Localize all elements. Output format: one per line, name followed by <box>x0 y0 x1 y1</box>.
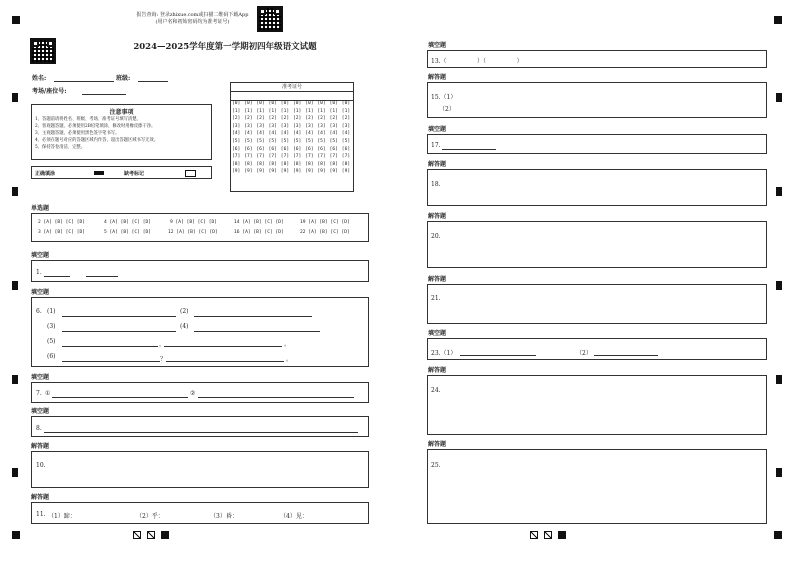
exam-id-bubble[interactable]: [5] <box>305 138 314 144</box>
section-title: 解答题 <box>31 494 50 501</box>
punctuation: 。 <box>286 356 293 363</box>
page-marker-hatched <box>530 531 538 539</box>
exam-id-bubble[interactable]: [6] <box>268 146 277 152</box>
correct-fill-label: 正确填涂 <box>35 171 56 177</box>
exam-id-bubble[interactable]: [2] <box>280 116 290 122</box>
exam-id-bubble[interactable]: [6] <box>293 146 302 152</box>
exam-id-bubble[interactable]: [3] <box>293 123 302 129</box>
section-title: 解答题 <box>428 74 447 81</box>
timing-mark <box>12 93 18 102</box>
exam-id-bubble[interactable]: [7] <box>305 154 314 160</box>
sub-item: （2） <box>576 350 592 357</box>
exam-id-bubble[interactable]: [9] <box>305 169 314 175</box>
exam-id-bubble[interactable]: [3] <box>305 123 314 129</box>
exam-id-column[interactable] <box>342 100 350 176</box>
exam-id-bubble[interactable]: [2] <box>329 116 338 122</box>
exam-id-bubble[interactable]: [8] <box>256 161 265 167</box>
timing-mark <box>12 375 18 384</box>
exam-id-bubble[interactable]: [4] <box>280 131 290 137</box>
exam-id-bubble[interactable]: [3] <box>232 123 241 129</box>
answer-box-q24[interactable] <box>427 375 767 435</box>
timing-mark <box>12 187 18 196</box>
exam-id-bubble[interactable]: [8] <box>341 161 351 167</box>
exam-id-bubble[interactable]: [7] <box>232 154 241 160</box>
exam-id-bubble[interactable]: [3] <box>268 123 277 129</box>
mc-row[interactable]: 16 [A] [B] [C] [D] <box>234 230 284 235</box>
exam-id-bubble[interactable]: [2] <box>317 116 326 122</box>
sub-item: ① <box>45 390 51 397</box>
mc-row[interactable]: 4 [A] [B] [C] [D] <box>104 220 152 225</box>
exam-id-bubble[interactable]: [0] <box>232 101 241 106</box>
class-label: 班级: <box>116 75 131 82</box>
answer-line[interactable] <box>62 331 176 332</box>
exam-id-bubble[interactable]: [2] <box>232 116 241 122</box>
exam-id-bubble[interactable]: [5] <box>256 138 265 144</box>
student-qr-code <box>30 38 56 64</box>
exam-id-bubble[interactable]: [5] <box>341 138 351 144</box>
timing-mark <box>776 375 782 384</box>
section-title: 填空题 <box>428 42 447 49</box>
section-title: 解答题 <box>31 443 50 450</box>
exam-id-bubble[interactable]: [2] <box>244 116 253 122</box>
exam-id-bubble[interactable]: [4] <box>329 131 338 137</box>
question-number: 20. <box>431 233 441 240</box>
exam-id-bubble[interactable]: [1] <box>280 108 290 114</box>
exam-id-bubble[interactable]: [0] <box>305 101 314 106</box>
exam-id-column[interactable] <box>330 100 338 176</box>
sub-item: （1）蹄： <box>48 513 76 520</box>
exam-id-bubble[interactable]: [4] <box>317 131 326 137</box>
question-number: 8. <box>36 425 42 432</box>
question-number: 24. <box>431 387 441 394</box>
section-title: 解答题 <box>428 276 447 283</box>
answer-line[interactable] <box>164 346 282 347</box>
mc-row[interactable]: 5 [A] [B] [C] [D] <box>104 230 152 235</box>
exam-id-bubble[interactable]: [7] <box>341 154 351 160</box>
class-field[interactable] <box>138 81 168 82</box>
exam-id-bubble[interactable]: [5] <box>293 138 302 144</box>
exam-id-bubble[interactable]: [1] <box>256 108 265 114</box>
question-number: 6. <box>36 308 42 315</box>
exam-id-bubble[interactable]: [5] <box>280 138 290 144</box>
exam-id-bubble[interactable]: [8] <box>329 161 338 167</box>
exam-id-bubble[interactable]: [0] <box>329 101 338 106</box>
absent-mark-label: 缺考标记 <box>124 171 145 177</box>
exam-id-column[interactable] <box>305 100 313 176</box>
question-number: 25. <box>431 462 441 469</box>
exam-id-bubble[interactable]: [9] <box>280 169 290 175</box>
exam-id-column[interactable] <box>232 100 240 176</box>
exam-id-bubble[interactable]: [4] <box>268 131 277 137</box>
sub-item: （2） <box>439 106 455 113</box>
exam-id-bubble[interactable]: [2] <box>256 116 265 122</box>
sub-item: (3) <box>47 323 56 330</box>
exam-id-bubble[interactable]: [9] <box>244 169 253 175</box>
mc-box <box>31 213 369 242</box>
page-marker-hatched <box>147 531 155 539</box>
sub-item: ② <box>190 390 196 397</box>
section-title: 解答题 <box>428 367 447 374</box>
question-number: 10. <box>36 462 46 469</box>
question-number: 1. <box>36 269 42 276</box>
answer-box-q17[interactable] <box>427 134 767 154</box>
page-marker-hatched <box>544 531 552 539</box>
exam-id-bubble[interactable]: [1] <box>244 108 253 114</box>
exam-id-bubble[interactable]: [6] <box>280 146 290 152</box>
answer-box-q11[interactable] <box>31 502 369 524</box>
sub-item: （3）昏： <box>210 513 238 520</box>
exam-id-bubble[interactable]: [4] <box>256 131 265 137</box>
exam-id-bubble[interactable]: [8] <box>268 161 277 167</box>
answer-line[interactable] <box>194 331 320 332</box>
exam-id-column[interactable] <box>244 100 252 176</box>
exam-id-bubble[interactable]: [3] <box>341 123 351 129</box>
exam-id-column[interactable] <box>281 100 289 176</box>
report-instruction <box>130 12 255 26</box>
timing-mark <box>776 468 782 477</box>
exam-id-bubble[interactable]: [4] <box>244 131 253 137</box>
exam-id-bubble[interactable]: [6] <box>232 146 241 152</box>
answer-box-q15[interactable] <box>427 82 767 118</box>
answer-box-q23[interactable] <box>427 338 767 360</box>
exam-id-bubble[interactable]: [8] <box>280 161 290 167</box>
section-title: 填空题 <box>31 252 50 259</box>
exam-id-bubble[interactable]: [1] <box>317 108 326 114</box>
exam-id-bubble[interactable]: [0] <box>317 101 326 106</box>
exam-id-bubble[interactable]: [5] <box>317 138 326 144</box>
notice-item: 2、客观题答题，必须使用2B铅笔填涂，修改时用橡皮擦干净。 <box>35 124 156 129</box>
notice-title: 注意事项 <box>109 109 134 116</box>
answer-line[interactable] <box>166 361 284 362</box>
exam-id-bubble[interactable]: [0] <box>341 101 351 106</box>
exam-id-bubble[interactable]: [0] <box>293 101 302 106</box>
exam-id-bubble[interactable]: [2] <box>293 116 302 122</box>
corner-mark <box>774 16 782 24</box>
exam-id-bubble[interactable]: [0] <box>280 101 290 106</box>
correct-fill-sample <box>94 171 104 175</box>
answer-box-q20[interactable] <box>427 221 767 268</box>
instruction-line-2: (用户名和初始密码均为准考证号) <box>155 19 230 25</box>
mc-row[interactable]: 14 [A] [B] [C] [D] <box>234 220 284 225</box>
question-number: 21. <box>431 295 441 302</box>
notice-box <box>31 104 212 160</box>
app-qr-code <box>257 6 283 32</box>
exam-id-bubble[interactable]: [2] <box>268 116 277 122</box>
exam-id-bubble[interactable]: [1] <box>305 108 314 114</box>
question-number: 11. <box>36 511 46 518</box>
timing-mark <box>776 187 782 196</box>
answer-box-q1[interactable] <box>31 260 369 282</box>
sub-item: (1) <box>47 308 56 315</box>
mc-row[interactable]: 2 [A] [B] [C] [D] <box>38 220 86 225</box>
question-number: 7. <box>36 390 42 397</box>
seat-label: 考场/座位号: <box>32 88 67 95</box>
page-title: 2024—2025学年度第一学期初四年级语文试题 <box>133 42 317 52</box>
exam-id-bubble[interactable]: [6] <box>341 146 351 152</box>
exam-id-bubble[interactable]: [8] <box>317 161 326 167</box>
question-number: 15.（1） <box>431 94 457 101</box>
exam-id-bubble[interactable]: [5] <box>244 138 253 144</box>
exam-id-bubble[interactable]: [2] <box>305 116 314 122</box>
notice-item: 5、保持答卷清洁、完整。 <box>35 145 85 150</box>
exam-id-bubble[interactable]: [9] <box>341 169 351 175</box>
punctuation: ？ <box>160 356 167 363</box>
exam-id-bubble[interactable]: [6] <box>244 146 253 152</box>
exam-id-bubble[interactable]: [4] <box>341 131 351 137</box>
section-title: 解答题 <box>428 441 447 448</box>
sub-item: (5) <box>47 338 56 345</box>
exam-id-bubble[interactable]: [8] <box>293 161 302 167</box>
sub-item: （2）乎： <box>136 513 164 520</box>
corner-mark <box>12 531 20 539</box>
answer-box-q8[interactable] <box>31 416 369 437</box>
exam-id-bubble[interactable]: [6] <box>329 146 338 152</box>
exam-id-bubble[interactable]: [4] <box>293 131 302 137</box>
exam-id-bubble[interactable]: [9] <box>256 169 265 175</box>
answer-line[interactable] <box>86 276 118 277</box>
exam-id-bubble[interactable]: [5] <box>232 138 241 144</box>
exam-id-title: 准考证号 <box>231 83 353 92</box>
timing-mark <box>776 93 782 102</box>
exam-id-bubble[interactable]: [7] <box>244 154 253 160</box>
question-number: 13.（ ）（ ） <box>431 58 523 65</box>
exam-id-bubble[interactable]: [9] <box>293 169 302 175</box>
exam-id-bubble[interactable]: [0] <box>268 101 277 106</box>
exam-id-bubble[interactable]: [6] <box>317 146 326 152</box>
section-title: 填空题 <box>31 408 50 415</box>
answer-line[interactable] <box>44 276 70 277</box>
exam-id-bubble[interactable]: [8] <box>244 161 253 167</box>
seat-field[interactable] <box>82 94 126 95</box>
exam-id-bubble[interactable]: [8] <box>305 161 314 167</box>
answer-line[interactable] <box>62 361 160 362</box>
exam-id-bubble[interactable]: [9] <box>329 169 338 175</box>
answer-box-q7[interactable] <box>31 382 369 403</box>
exam-id-bubble[interactable]: [5] <box>329 138 338 144</box>
exam-id-bubble[interactable]: [9] <box>317 169 326 175</box>
notice-item: 3、主观题答题，必须使用黑色签字笔书写。 <box>35 131 120 136</box>
section-title: 解答题 <box>428 213 447 220</box>
exam-id-bubble[interactable]: [3] <box>280 123 290 129</box>
exam-id-column[interactable] <box>317 100 325 176</box>
mc-row[interactable]: 9 [A] [B] [C] [D] <box>170 220 218 225</box>
section-title: 填空题 <box>428 330 447 337</box>
exam-id-bubble[interactable]: [6] <box>256 146 265 152</box>
answer-line[interactable] <box>442 149 496 150</box>
exam-id-bubble[interactable]: [7] <box>329 154 338 160</box>
mc-row[interactable]: 12 [A] [B] [C] [D] <box>168 230 218 235</box>
mc-row[interactable]: 22 [A] [B] [C] [D] <box>300 230 350 235</box>
mc-row[interactable]: 19 [A] [B] [C] [D] <box>300 220 350 225</box>
exam-id-bubble[interactable]: [7] <box>280 154 290 160</box>
answer-line[interactable] <box>52 397 188 398</box>
timing-mark <box>12 281 18 290</box>
exam-id-bubble[interactable]: [0] <box>256 101 265 106</box>
name-field[interactable] <box>54 81 114 82</box>
exam-id-bubble[interactable]: [7] <box>317 154 326 160</box>
exam-id-column[interactable] <box>256 100 264 176</box>
punctuation: ， <box>159 341 166 348</box>
exam-id-bubble[interactable]: [4] <box>305 131 314 137</box>
notice-item: 1、答题前请将姓名、班级、考场、准考证号填写清楚。 <box>35 117 141 122</box>
sub-item: （4）见： <box>280 513 308 520</box>
answer-line[interactable] <box>594 355 658 356</box>
answer-box-q13[interactable] <box>427 50 767 68</box>
corner-mark <box>774 531 782 539</box>
exam-id-bubble[interactable]: [3] <box>317 123 326 129</box>
absent-mark-box[interactable] <box>185 170 196 177</box>
sub-item: (6) <box>47 353 56 360</box>
sub-item: (2) <box>180 308 189 315</box>
exam-id-bubble[interactable]: [1] <box>293 108 302 114</box>
question-number: 17. <box>431 142 441 149</box>
answer-line[interactable] <box>62 316 176 317</box>
exam-id-bubble[interactable]: [1] <box>232 108 241 114</box>
name-label: 姓名: <box>32 75 47 82</box>
exam-id-bubble[interactable]: [1] <box>329 108 338 114</box>
mc-row[interactable]: 3 [A] [B] [C] [D] <box>38 230 86 235</box>
exam-id-bubble[interactable]: [4] <box>232 131 241 137</box>
exam-id-bubble[interactable]: [3] <box>256 123 265 129</box>
exam-id-bubble[interactable]: [3] <box>329 123 338 129</box>
exam-id-column[interactable] <box>293 100 301 176</box>
section-title: 填空题 <box>428 126 447 133</box>
question-number: 18. <box>431 181 441 188</box>
punctuation: 。 <box>284 341 291 348</box>
answer-line[interactable] <box>62 346 158 347</box>
timing-mark <box>776 281 782 290</box>
answer-box-q18[interactable] <box>427 169 767 206</box>
exam-id-bubble[interactable]: [3] <box>244 123 253 129</box>
sub-item: (4) <box>180 323 189 330</box>
exam-id-bubble[interactable]: [6] <box>305 146 314 152</box>
legend-box <box>31 166 212 179</box>
page-marker-hatched <box>133 531 141 539</box>
section-title: 填空题 <box>31 374 50 381</box>
exam-id-bubble[interactable]: [9] <box>232 169 241 175</box>
answer-line[interactable] <box>460 355 536 356</box>
question-number: 23.（1） <box>431 350 457 357</box>
exam-id-bubble[interactable]: [8] <box>232 161 241 167</box>
exam-id-bubble[interactable]: [1] <box>268 108 277 114</box>
answer-box-q21[interactable] <box>427 284 767 324</box>
page-marker-solid <box>161 531 169 539</box>
answer-box-q10[interactable] <box>31 451 369 488</box>
timing-mark <box>12 468 18 477</box>
page-marker-solid <box>558 531 566 539</box>
exam-id-bubble[interactable]: [5] <box>268 138 277 144</box>
notice-item: 4、必须在题号对应的答题区域内作答，超出答题区域书写无效。 <box>35 138 159 143</box>
answer-line[interactable] <box>44 432 358 433</box>
answer-line[interactable] <box>198 397 354 398</box>
instruction-line-1: 报告查询: 登录zhixue.com或扫描二维码下载App <box>136 12 249 18</box>
exam-id-column[interactable] <box>269 100 277 176</box>
answer-box-q25[interactable] <box>427 449 767 524</box>
exam-id-bubble[interactable]: [9] <box>268 169 277 175</box>
exam-id-bubble[interactable]: [1] <box>341 108 351 114</box>
exam-id-bubble[interactable]: [0] <box>244 101 253 106</box>
section-title: 解答题 <box>428 161 447 168</box>
exam-id-bubble[interactable]: [2] <box>341 116 351 122</box>
exam-id-bubble[interactable]: [7] <box>268 154 277 160</box>
answer-box-q6[interactable] <box>31 297 369 367</box>
section-title: 填空题 <box>31 289 50 296</box>
section-title: 单选题 <box>31 205 50 212</box>
answer-line[interactable] <box>194 316 312 317</box>
exam-id-bubble[interactable]: [7] <box>293 154 302 160</box>
exam-id-bubble[interactable]: [7] <box>256 154 265 160</box>
corner-mark <box>12 16 20 24</box>
